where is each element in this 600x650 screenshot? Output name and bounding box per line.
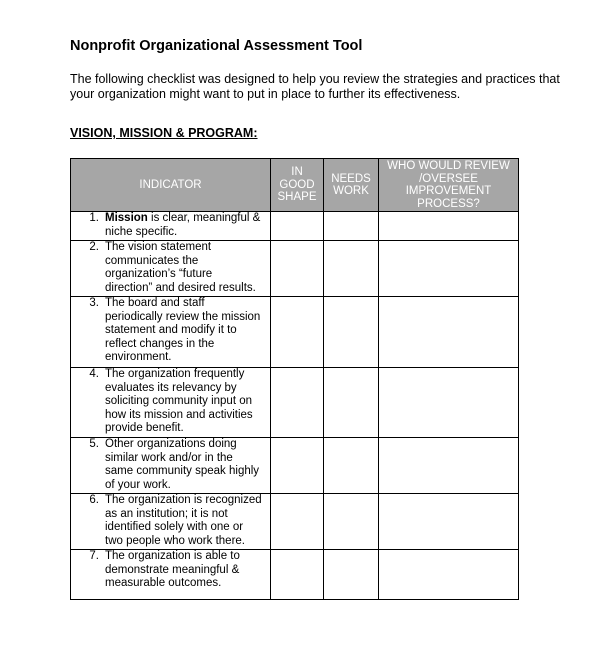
header-needs-work: NEEDS WORK [324,159,379,212]
table-row [71,297,519,368]
indicator-line: niche specific. [105,225,178,238]
indicator-line: of your work. [105,478,171,491]
good-shape-cell[interactable] [271,368,324,438]
indicator-line: direction” and desired results. [105,281,256,294]
good-shape-cell[interactable] [271,494,324,550]
table-header-row [71,159,519,212]
assessment-table [70,158,519,600]
indicator-line: The organization is recognized [105,494,262,506]
page-title: Nonprofit Organizational Assessment Tool [70,38,363,54]
indicator-cell [71,368,271,438]
indicator-line: similar work and/or in the [105,451,233,464]
indicator-line: reflect changes in the [105,337,215,350]
table-row [71,368,519,438]
reviewer-cell[interactable] [379,241,519,297]
indicator-line: is clear, meaningful & [151,212,261,224]
indicator-cell [71,550,271,600]
indicator-text [105,494,264,548]
indicator-cell [71,438,271,494]
indicator-number: 5. [89,438,99,450]
table-row [71,241,519,297]
good-shape-cell[interactable] [271,212,324,241]
indicator-line: provide benefit. [105,422,184,435]
indicator-line: statement and modify it to [105,324,237,337]
indicator-text [105,297,264,365]
indicator-cell [71,212,271,241]
good-shape-cell[interactable] [271,438,324,494]
good-shape-cell[interactable] [271,550,324,600]
indicator-number: 4. [89,368,99,380]
header-who-would-review: WHO WOULD REVIEW /OVERSEE IMPROVEMENT PROCESS? [379,159,519,212]
indicator-number: 1. [89,212,99,224]
indicator-line: evaluates its relevancy by [105,381,237,394]
indicator-line: periodically review the mission [105,310,261,323]
table-row [71,494,519,550]
needs-work-cell[interactable] [324,494,379,550]
indicator-number: 7. [89,550,99,562]
indicator-line: The organization is able to [105,550,240,562]
needs-work-cell[interactable] [324,241,379,297]
needs-work-cell[interactable] [324,438,379,494]
indicator-line: The board and staff [105,297,205,309]
indicator-line: communicates the [105,254,199,267]
indicator-text [105,241,264,295]
section-heading: VISION, MISSION & PROGRAM: [70,126,258,140]
indicator-text [105,550,264,591]
intro-paragraph: The following checklist was designed to help you review the strategies and practices that your organization might want to put in place to further its effectiveness. [70,72,560,101]
indicator-line: soliciting community input on [105,395,253,408]
table-row [71,550,519,600]
good-shape-cell[interactable] [271,297,324,368]
indicator-line: The organization frequently [105,368,245,380]
needs-work-cell[interactable] [324,212,379,241]
indicator-line: as an institution; it is not [105,507,228,520]
indicator-line: The vision statement [105,241,212,253]
needs-work-cell[interactable] [324,368,379,438]
reviewer-cell[interactable] [379,494,519,550]
good-shape-cell[interactable] [271,241,324,297]
reviewer-cell[interactable] [379,438,519,494]
indicator-line: how its mission and activities [105,408,253,421]
indicator-line: organization’s “future [105,268,213,281]
reviewer-cell[interactable] [379,368,519,438]
reviewer-cell[interactable] [379,212,519,241]
table-row [71,438,519,494]
indicator-text [105,438,264,492]
needs-work-cell[interactable] [324,297,379,368]
indicator-number: 3. [89,297,99,309]
indicator-text [105,368,264,436]
indicator-keyword: Mission [105,212,148,224]
reviewer-cell[interactable] [379,297,519,368]
indicator-line: demonstrate meaningful & [105,563,240,576]
indicator-line: two people who work there. [105,534,245,547]
indicator-number: 6. [89,494,99,506]
indicator-text [105,212,264,239]
indicator-line: measurable outcomes. [105,577,222,590]
indicator-line: Other organizations doing [105,438,237,450]
indicator-number: 2. [89,241,99,253]
header-indicator: INDICATOR [71,159,271,212]
reviewer-cell[interactable] [379,550,519,600]
header-good-shape: IN GOOD SHAPE [271,159,324,212]
needs-work-cell[interactable] [324,550,379,600]
table-body [71,212,519,600]
indicator-line: environment. [105,351,172,364]
table-row [71,212,519,241]
indicator-line: same community speak highly [105,465,260,478]
indicator-cell [71,494,271,550]
indicator-cell [71,241,271,297]
indicator-line: identified solely with one or [105,521,244,534]
indicator-cell [71,297,271,368]
